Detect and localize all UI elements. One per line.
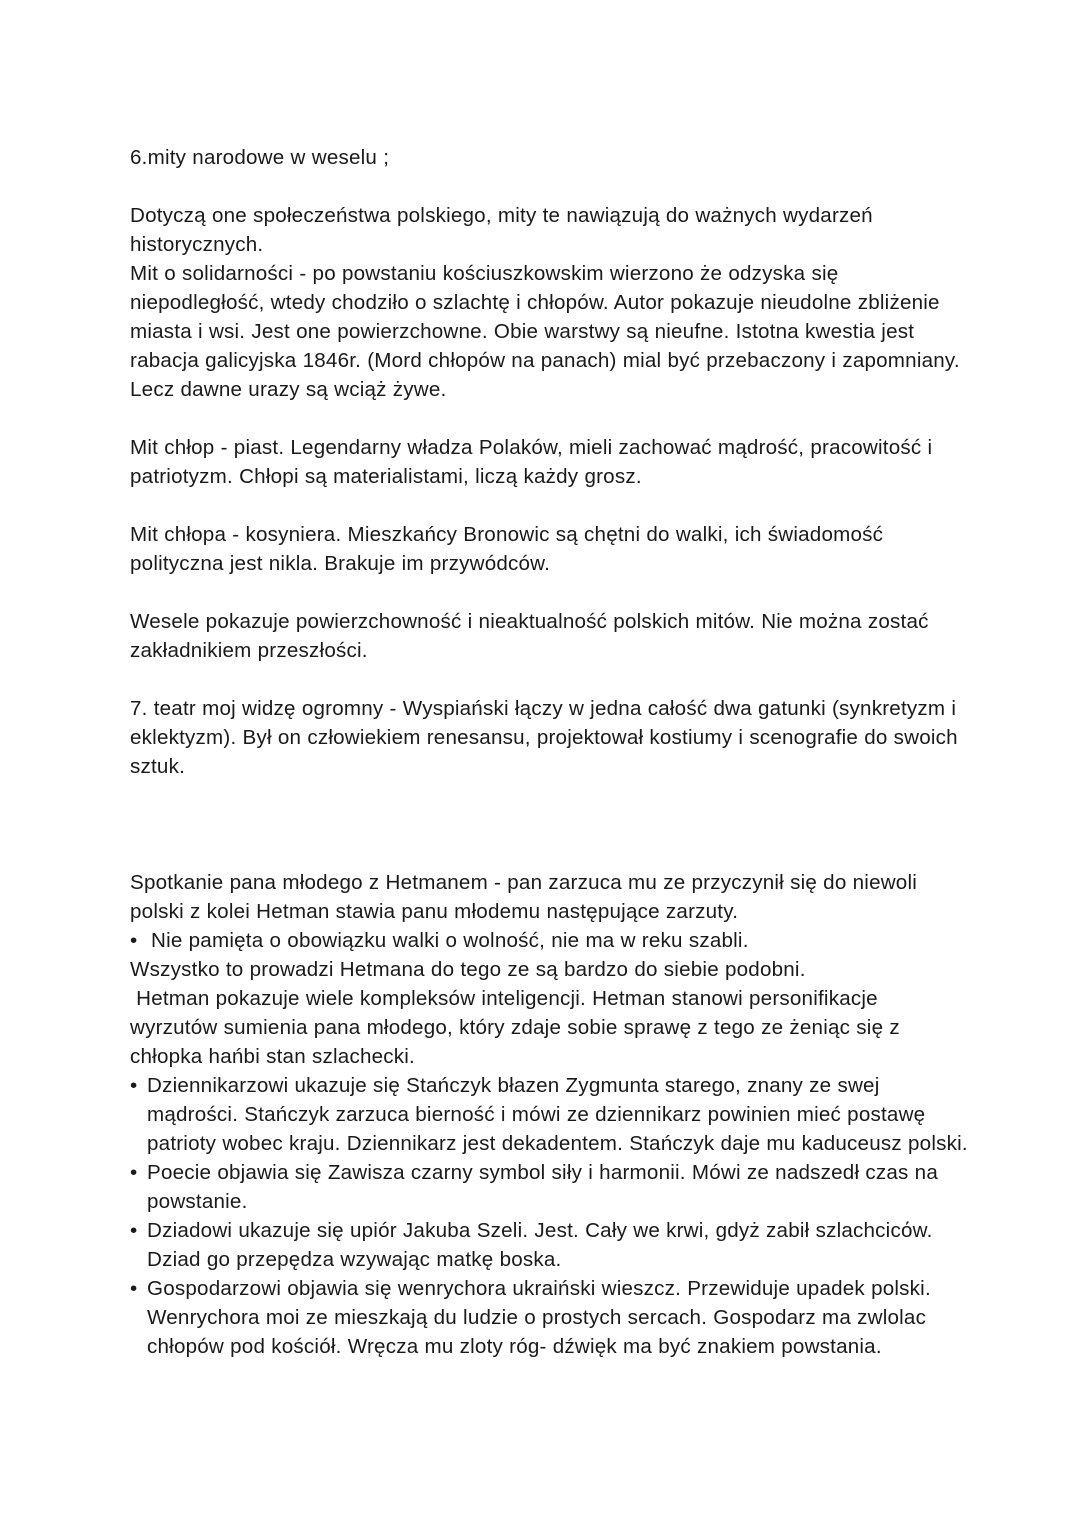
list-item — [130, 1274, 968, 1361]
list-item-text: Dziennikarzowi ukazuje się Stańczyk błazen Zygmunta starego, znany ze swej mądrości. Stańczyk zarzuca bierność i mówi ze dziennikarz powinien mieć postawę patrioty wobec kraju. Dziennikarz jest dekadentem. Stańczyk daje mu kaduceusz polski. — [147, 1074, 968, 1155]
paragraph-spotkanie-pana-mlodego: Spotkanie pana młodego z Hetmanem - pan zarzuca mu ze przyczynił się do niewoli polski z kolei Hetman stawia panu młodemu następujące zarzuty. — [130, 871, 924, 923]
list-item — [130, 926, 968, 955]
document-body — [130, 143, 968, 1361]
bullet-dot-icon: • — [130, 1161, 138, 1184]
heading-section-7: 7. teatr moj widzę ogromny - Wyspiański łączy w jedna całość dwa gatunki (synkretyzm i eklektyzm). Był on człowiekiem renesansu, projektował kostiumy i scenografie do swoich sztuk. — [130, 697, 964, 778]
zarzuty-list — [130, 926, 968, 955]
paragraph-mit-o-solidarnosci: Mit o solidarności - po powstaniu kościuszkowskim wierzono że odzyska się niepodległość, wtedy chodziło o szlachtę i chłopów. Autor pokazuje nieudolne zbliżenie miasta i wsi. Jest one powierzchowne. Obie warstwy są nieufne. Istotna kwestia jest rabacja galicyjska 1846r. (Mord chłopów na panach) mial być przebaczony i zapomniany. Lecz dawne urazy są wciąż żywe. — [130, 262, 966, 401]
list-item — [130, 1158, 968, 1216]
bullet-dot-icon: • — [130, 1277, 138, 1300]
paragraph-wszystko-to-prowadzi: Wszystko to prowadzi Hetmana do tego ze są bardzo do siebie podobni. — [130, 958, 806, 981]
heading-section-6: 6.mity narodowe w weselu ; — [130, 146, 390, 169]
list-item — [130, 1216, 968, 1274]
paragraph-mit-chlopa-kosyniera: Mit chłopa - kosyniera. Mieszkańcy Bronowic są chętni do walki, ich świadomość polityczna jest nikla. Brakuje im przywódców. — [130, 523, 890, 575]
zarzuty-list-continued — [130, 1071, 968, 1361]
paragraph-mity-narodowe: Dotyczą one społeczeństwa polskiego, mity te nawiązują do ważnych wydarzeń historycznych. — [130, 204, 879, 256]
paragraph-hetman-kompleksy: Hetman pokazuje wiele kompleksów inteligencji. Hetman stanowi personifikacje wyrzutów sumienia pana młodego, który zdaje sobie sprawę z tego ze żeniąc się z chłopka hańbi stan szlachecki. — [130, 987, 906, 1068]
paragraph-wesele-mity: Wesele pokazuje powierzchowność i nieaktualność polskich mitów. Nie można zostać zakładnikiem przeszłości. — [130, 610, 935, 662]
list-item-text: Nie pamięta o obowiązku walki o wolność, nie ma w reku szabli. — [151, 929, 749, 952]
bullet-dot-icon: • — [130, 1074, 138, 1097]
paragraph-mit-chlop-piast: Mit chłop - piast. Legendarny władza Polaków, mieli zachować mądrość, pracowitość i patriotyzm. Chłopi są materialistami, liczą każdy grosz. — [130, 436, 939, 488]
bullet-dot-icon: • — [130, 1219, 138, 1242]
list-item — [130, 1071, 968, 1158]
list-item-text: Gospodarzowi objawia się wenrychora ukraiński wieszcz. Przewiduje upadek polski. Wenrychora moi ze mieszkają du ludzie o prostych sercach. Gospodarz ma zwlolac chłopów pod kościół. Wręcza mu zloty róg- dźwięk ma być znakiem powstania. — [147, 1277, 931, 1358]
list-item-text: Poecie objawia się Zawisza czarny symbol siły i harmonii. Mówi ze nadszedł czas na powstanie. — [147, 1161, 939, 1213]
bullet-dot-icon: • — [130, 929, 138, 952]
list-item-text: Dziadowi ukazuje się upiór Jakuba Szeli. Jest. Cały we krwi, gdyż zabił szlachcicόw. Dziad go przepędza wzywając matkę boska. — [147, 1219, 933, 1271]
